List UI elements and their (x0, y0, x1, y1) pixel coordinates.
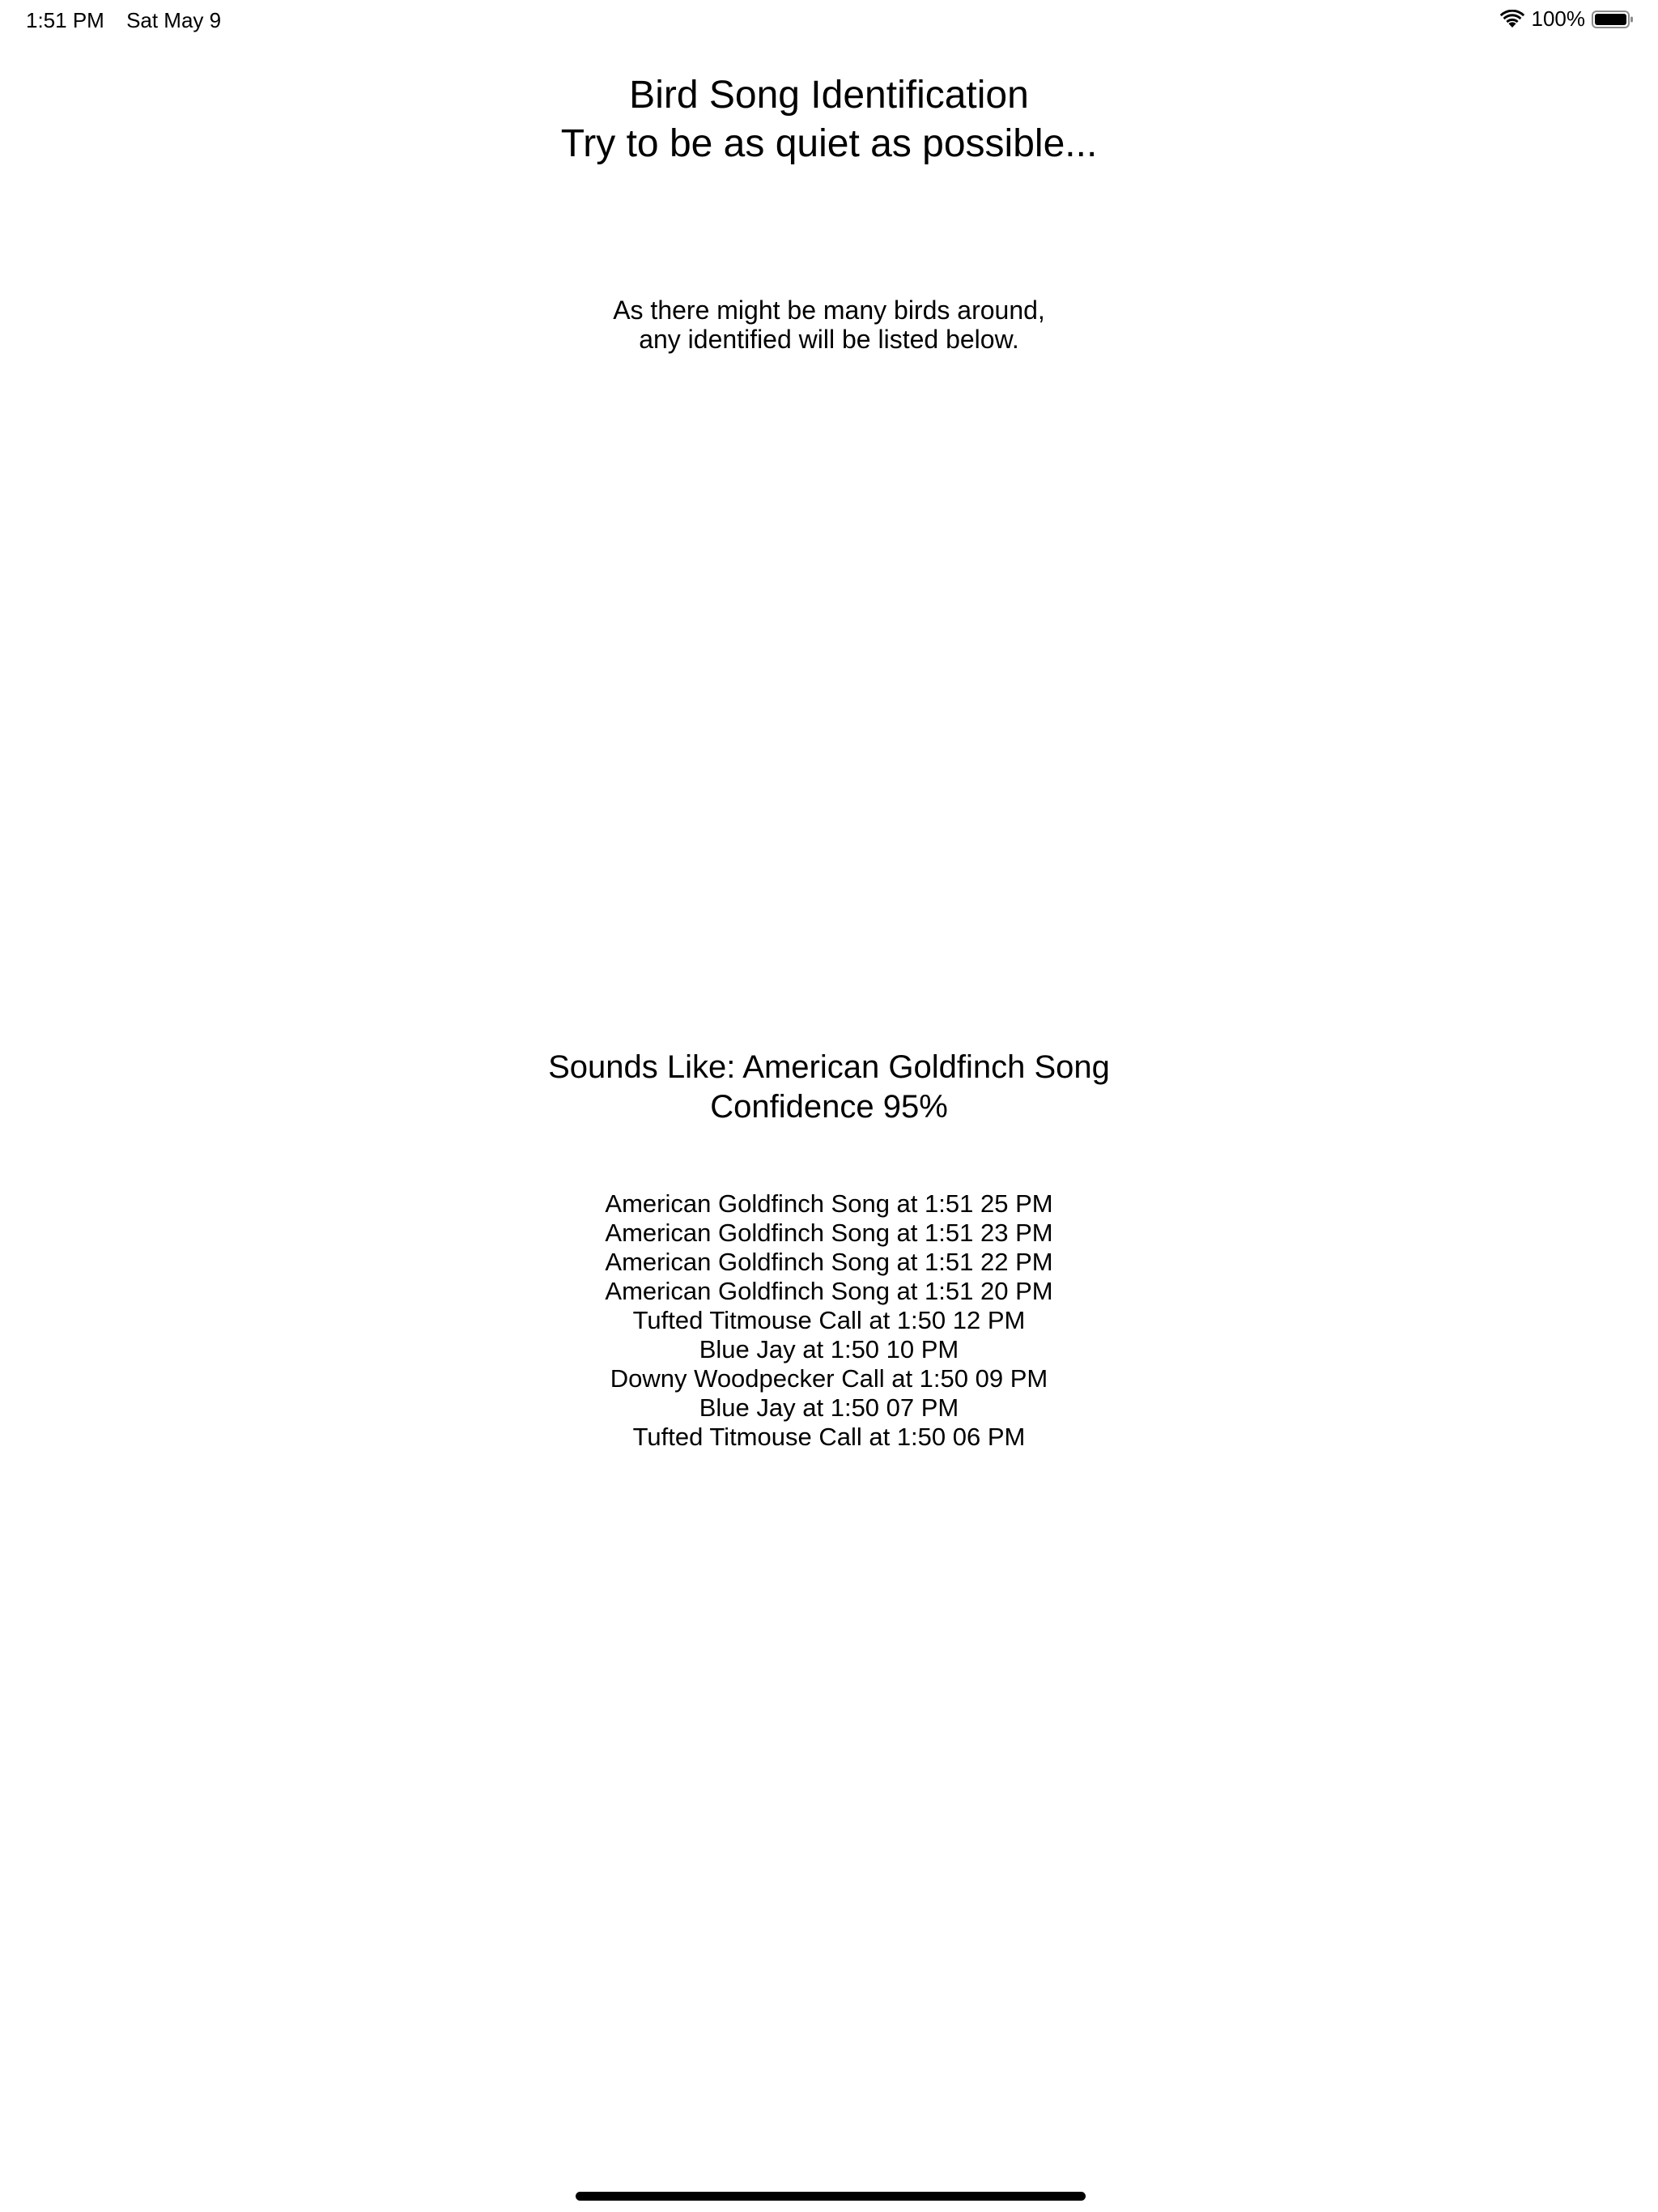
list-item: American Goldfinch Song at 1:51 23 PM (605, 1219, 1053, 1247)
battery-percent: 100% (1531, 6, 1585, 31)
list-item: Tufted Titmouse Call at 1:50 12 PM (632, 1306, 1026, 1334)
list-item: Blue Jay at 1:50 10 PM (699, 1335, 959, 1363)
status-bar (0, 0, 1658, 39)
status-left (26, 8, 221, 33)
header (0, 71, 1658, 168)
list-item: American Goldfinch Song at 1:51 22 PM (605, 1248, 1053, 1276)
info-line-1: As there might be many birds around, (613, 296, 1045, 325)
list-item: Tufted Titmouse Call at 1:50 06 PM (632, 1423, 1026, 1451)
status-date: Sat May 9 (126, 8, 222, 32)
wifi-icon (1499, 10, 1525, 29)
list-item: Downy Woodpecker Call at 1:50 09 PM (610, 1364, 1048, 1393)
status-right (1499, 6, 1635, 32)
page-subtitle: Try to be as quiet as possible... (560, 122, 1098, 165)
list-item: American Goldfinch Song at 1:51 25 PM (605, 1189, 1053, 1218)
confidence-label: Confidence 95% (710, 1089, 948, 1125)
battery-icon (1592, 10, 1634, 29)
sounds-like-label: Sounds Like: American Goldfinch Song (548, 1049, 1110, 1085)
info-text (0, 296, 1658, 354)
list-item: Blue Jay at 1:50 07 PM (699, 1393, 959, 1422)
info-line-2: any identified will be listed below. (639, 325, 1019, 354)
identification-result (0, 1048, 1658, 1127)
home-indicator[interactable] (576, 2192, 1086, 2201)
status-time: 1:51 PM (26, 8, 104, 32)
identified-birds-list (0, 1189, 1658, 1452)
list-item: American Goldfinch Song at 1:51 20 PM (605, 1277, 1053, 1305)
page-title: Bird Song Identification (629, 74, 1029, 117)
